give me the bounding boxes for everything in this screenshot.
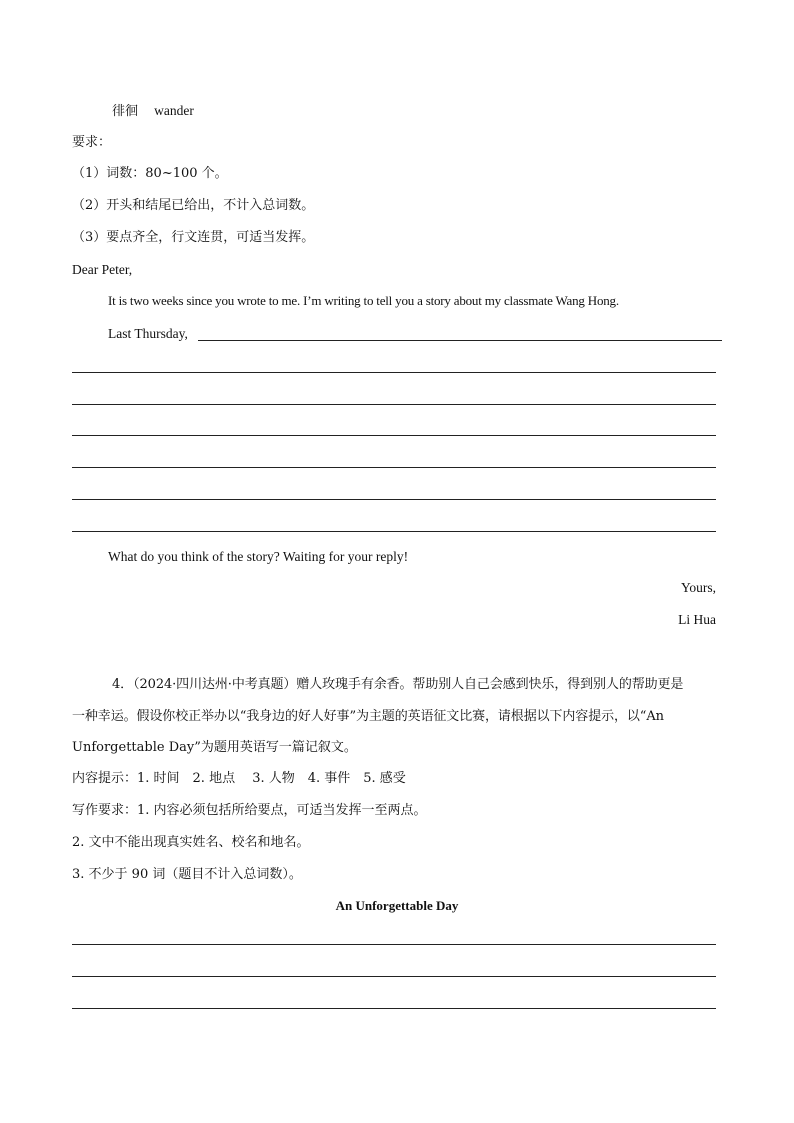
letter-signature: Li Hua <box>678 612 716 627</box>
answer-line[interactable] <box>72 976 716 977</box>
vocab-word-en: wander <box>154 103 194 118</box>
question4-writing-req-3: 3. 不少于 90 词（题目不计入总词数）。 <box>72 867 302 882</box>
answer-line[interactable] <box>72 372 716 373</box>
answer-line[interactable] <box>72 531 716 532</box>
vocab-line <box>112 103 194 120</box>
question4-line-3: Unforgettable Day”为题用英语写一篇记叙文。 <box>72 740 357 755</box>
question4-line-2: 一种幸运。假设你校正举办以“我身边的好人好事”为主题的英语征文比赛，请根据以下内容提示，以“An <box>72 709 664 724</box>
requirements-heading: 要求： <box>72 135 112 150</box>
letter-closing: What do you think of the story? Waiting for your reply! <box>108 549 409 564</box>
essay-title: An Unforgettable Day <box>335 898 459 913</box>
letter-signoff: Yours, <box>680 580 716 595</box>
vocab-word-cn: 徘徊 <box>112 104 139 119</box>
answer-line[interactable] <box>72 944 716 945</box>
letter-opening: It is two weeks since you wrote to me. I’m writing to tell you a story about my classmate Wang Hong. <box>108 293 619 308</box>
answer-line[interactable] <box>72 467 716 468</box>
question4-writing-req-1: 写作要求：1. 内容必须包括所给要点，可适当发挥一至两点。 <box>72 803 427 818</box>
requirement-item-2: （2）开头和结尾已给出，不计入总词数。 <box>72 198 315 213</box>
answer-line-inline[interactable] <box>198 340 722 341</box>
question4-line-1: 4．（2024·四川达州·中考真题）赠人玫瑰手有余香。帮助别人自己会感到快乐，得到别人的帮助更是 <box>112 677 684 692</box>
question4-writing-req-2: 2. 文中不能出现真实姓名、校名和地名。 <box>72 835 310 850</box>
answer-line[interactable] <box>72 1008 716 1009</box>
answer-line[interactable] <box>72 499 716 500</box>
answer-line[interactable] <box>72 404 716 405</box>
requirement-item-3: （3）要点齐全，行文连贯，可适当发挥。 <box>72 230 315 245</box>
requirement-item-1: （1）词数：80~100 个。 <box>72 166 228 181</box>
question4-hints: 内容提示：1. 时间 2. 地点 3. 人物 4. 事件 5. 感受 <box>72 771 406 786</box>
letter-greeting: Dear Peter, <box>72 262 133 277</box>
answer-line[interactable] <box>72 435 716 436</box>
letter-start-prompt: Last Thursday, <box>108 326 188 341</box>
